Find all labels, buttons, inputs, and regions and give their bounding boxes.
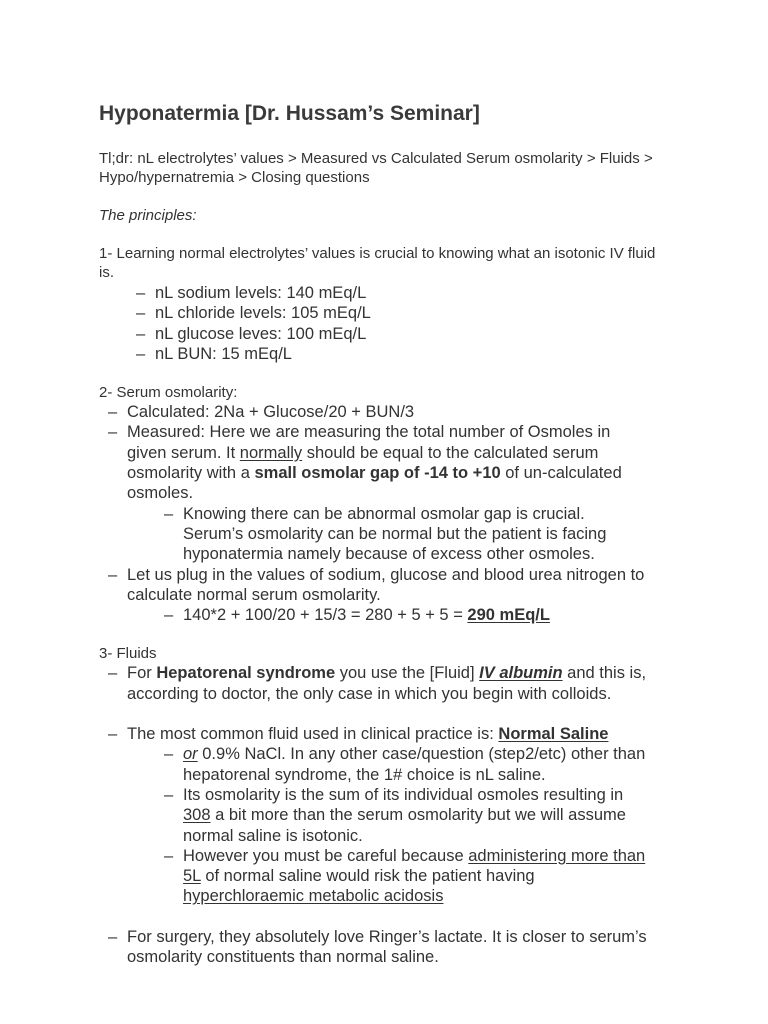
- normal-values-list: [99, 283, 647, 364]
- sub-list: [127, 504, 647, 565]
- underlined-text: 308: [183, 806, 211, 825]
- list-item: [155, 605, 647, 625]
- list-item: – For surgery, they absolutely love Ringer’s lactate. It is closer to serum’s osmolarity constituents than normal saline.: [99, 927, 647, 968]
- list-item: – nL glucose leves: 100 mEq/L: [127, 324, 647, 344]
- document-title: Hyponatermia [Dr. Hussam’s Seminar]: [99, 102, 480, 125]
- text-run: Let us plug in the values of sodium, glucose and blood urea nitrogen to calculate normal serum osmolarity.: [127, 565, 645, 604]
- section2-heading: 2- Serum osmolarity:: [99, 384, 238, 402]
- equation-result: 290 mEq/L: [467, 606, 550, 625]
- italic-underlined-text: or: [183, 745, 198, 764]
- text-run: 0.9% NaCl. In any other case/question (step2/etc) other than hepatorenal syndrome, the 1# choice is nL saline.: [183, 745, 646, 784]
- bold-text: Hepatorenal syndrome: [156, 664, 336, 683]
- list-item: – nL sodium levels: 140 mEq/L: [127, 283, 647, 303]
- text-run: The most common fluid used in clinical practice is:: [127, 725, 499, 744]
- text-run: Measured: Here we are measuring the total number of Osmoles in given serum. It: [127, 423, 611, 462]
- list-item: [99, 422, 647, 564]
- emphasized-fluid: IV albumin: [479, 664, 563, 683]
- list-item: [99, 565, 647, 626]
- list-item: [155, 846, 647, 907]
- underlined-text: administering more than 5L: [183, 846, 646, 886]
- text-run: should be equal to the calculated serum osmolarity with a: [127, 443, 599, 483]
- section1-intro: 1- Learning normal electrolytes’ values is crucial to knowing what an isotonic IV fluid is.: [99, 245, 656, 281]
- text-run: and this is, according to doctor, the only case in which you begin with colloids.: [127, 664, 647, 703]
- equation: 140*2 + 100/20 + 15/3 = 280 + 5 + 5 =: [183, 606, 468, 625]
- sub-list: [127, 605, 647, 625]
- text-run: However you must be careful because: [183, 846, 469, 865]
- fluids-list-surgery: [99, 927, 647, 968]
- bold-text: small osmolar gap of -14 to +10: [254, 464, 501, 483]
- text-run: of normal saline would risk the patient having: [200, 867, 535, 886]
- section3-heading: 3- Fluids: [99, 645, 157, 663]
- tldr-summary: Tl;dr: nL electrolytes’ values > Measured vs Calculated Serum osmolarity > Fluids > Hypo/hypernatremia > Closing questions: [99, 150, 653, 186]
- text-run: of un-calculated osmoles.: [127, 464, 622, 503]
- principles-heading: The principles:: [99, 207, 197, 224]
- list-item: [99, 724, 647, 907]
- sub-list: [127, 744, 647, 906]
- fluids-list-continued: [99, 724, 647, 907]
- serum-osmolarity-list: [99, 402, 647, 625]
- underlined-text: hyperchloraemic metabolic acidosis: [183, 887, 444, 906]
- text-run: a bit more than the serum osmolarity but we will assume normal saline is isotonic.: [183, 806, 626, 845]
- list-item: – nL chloride levels: 105 mEq/L: [127, 303, 647, 323]
- list-item: [155, 744, 647, 785]
- text-run: you use the [Fluid]: [335, 664, 480, 683]
- fluids-list: [99, 663, 647, 704]
- underlined-text: normally: [239, 443, 303, 462]
- list-item: – nL BUN: 15 mEq/L: [127, 344, 647, 364]
- list-item: – Knowing there can be abnormal osmolar gap is crucial. Serum’s osmolarity can be normal but the patient is facing hyponatermia namely because of excess other osmoles.: [155, 504, 647, 565]
- list-item: [155, 785, 647, 846]
- list-item: [99, 663, 647, 704]
- text-run: Its osmolarity is the sum of its individual osmoles resulting in: [183, 785, 624, 804]
- emphasized-fluid: Normal Saline: [498, 725, 609, 744]
- list-item: – Calculated: 2Na + Glucose/20 + BUN/3: [99, 402, 647, 422]
- text-run: For: [127, 664, 157, 683]
